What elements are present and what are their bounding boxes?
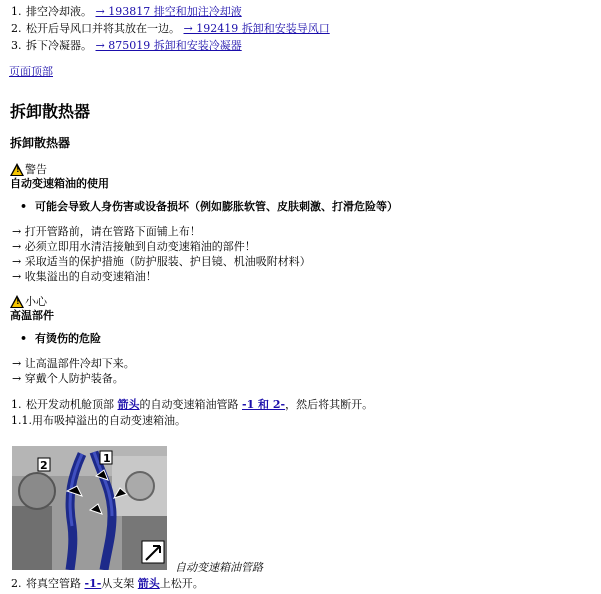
- warning-line: → 收集溢出的自动变速箱油！: [12, 270, 157, 283]
- parts-link[interactable]: -1 和 2-: [242, 398, 286, 411]
- step-3: 3. 拆下冷凝器。 → 875019 拆卸和安装冷凝器: [11, 39, 242, 52]
- procedure-step-2: 2. 将真空管路 -1-从支架 箭头上松开。: [11, 577, 204, 590]
- step-1: 1. 排空冷却液。 → 193817 排空和加注冷却液: [11, 5, 242, 18]
- engine-bay-illustration: [12, 446, 167, 570]
- page-top-link[interactable]: 页面顶部: [9, 65, 53, 78]
- section-title: 拆卸散热器: [10, 102, 91, 121]
- figure-label-1: 1: [103, 452, 111, 465]
- caution-line: → 穿戴个人防护装备。: [12, 372, 124, 385]
- link-drain-coolant[interactable]: → 193817 排空和加注冷却液: [95, 5, 242, 18]
- subsection-title: 拆卸散热器: [10, 136, 71, 150]
- arrow-link[interactable]: 箭头: [117, 398, 140, 411]
- step-2: 2. 松开后导风口并将其放在一边。 → 192419 拆卸和安装导风口: [11, 22, 330, 35]
- warning-line: → 必须立即用水清洁接触到自动变速箱油的部件！: [12, 240, 256, 253]
- link-condenser[interactable]: → 875019 拆卸和安装冷凝器: [95, 39, 242, 52]
- caution-title: 高温部件: [10, 309, 54, 322]
- part-link[interactable]: -1-: [84, 577, 102, 590]
- warning-bullet: • 可能会导致人身伤害或设备损坏（例如膨胀软管、皮肤刺激、打滑危险等）: [20, 198, 398, 214]
- procedure-step-1-1: 1.1.用布吸掉溢出的自动变速箱油。: [11, 414, 186, 427]
- caution-bullet: • 有烫伤的危险: [20, 330, 101, 346]
- caution-icon: !: [10, 295, 24, 308]
- warning-title: 自动变速箱油的使用: [10, 177, 109, 190]
- warning-line: → 采取适当的保护措施（防护服装、护目镜、机油吸附材料）: [12, 255, 311, 268]
- warning-header: ! 警告: [10, 161, 47, 177]
- engine-bay-figure[interactable]: [12, 446, 167, 570]
- figure-label-2: 2: [40, 459, 48, 472]
- caution-header: ! 小心: [10, 293, 47, 309]
- figure-caption: 自动变速箱油管路: [175, 561, 263, 574]
- arrow-link[interactable]: 箭头: [137, 577, 160, 590]
- procedure-step-1: 1. 松开发动机舱顶部 箭头的自动变速箱油管路 -1 和 2-，然后将其断开。: [11, 398, 374, 411]
- caution-line: → 让高温部件冷却下来。: [12, 357, 135, 370]
- link-air-duct[interactable]: → 192419 拆卸和安装导风口: [183, 22, 330, 35]
- warning-icon: !: [10, 163, 24, 176]
- warning-line: → 打开管路前，请在管路下面铺上布！: [12, 225, 201, 238]
